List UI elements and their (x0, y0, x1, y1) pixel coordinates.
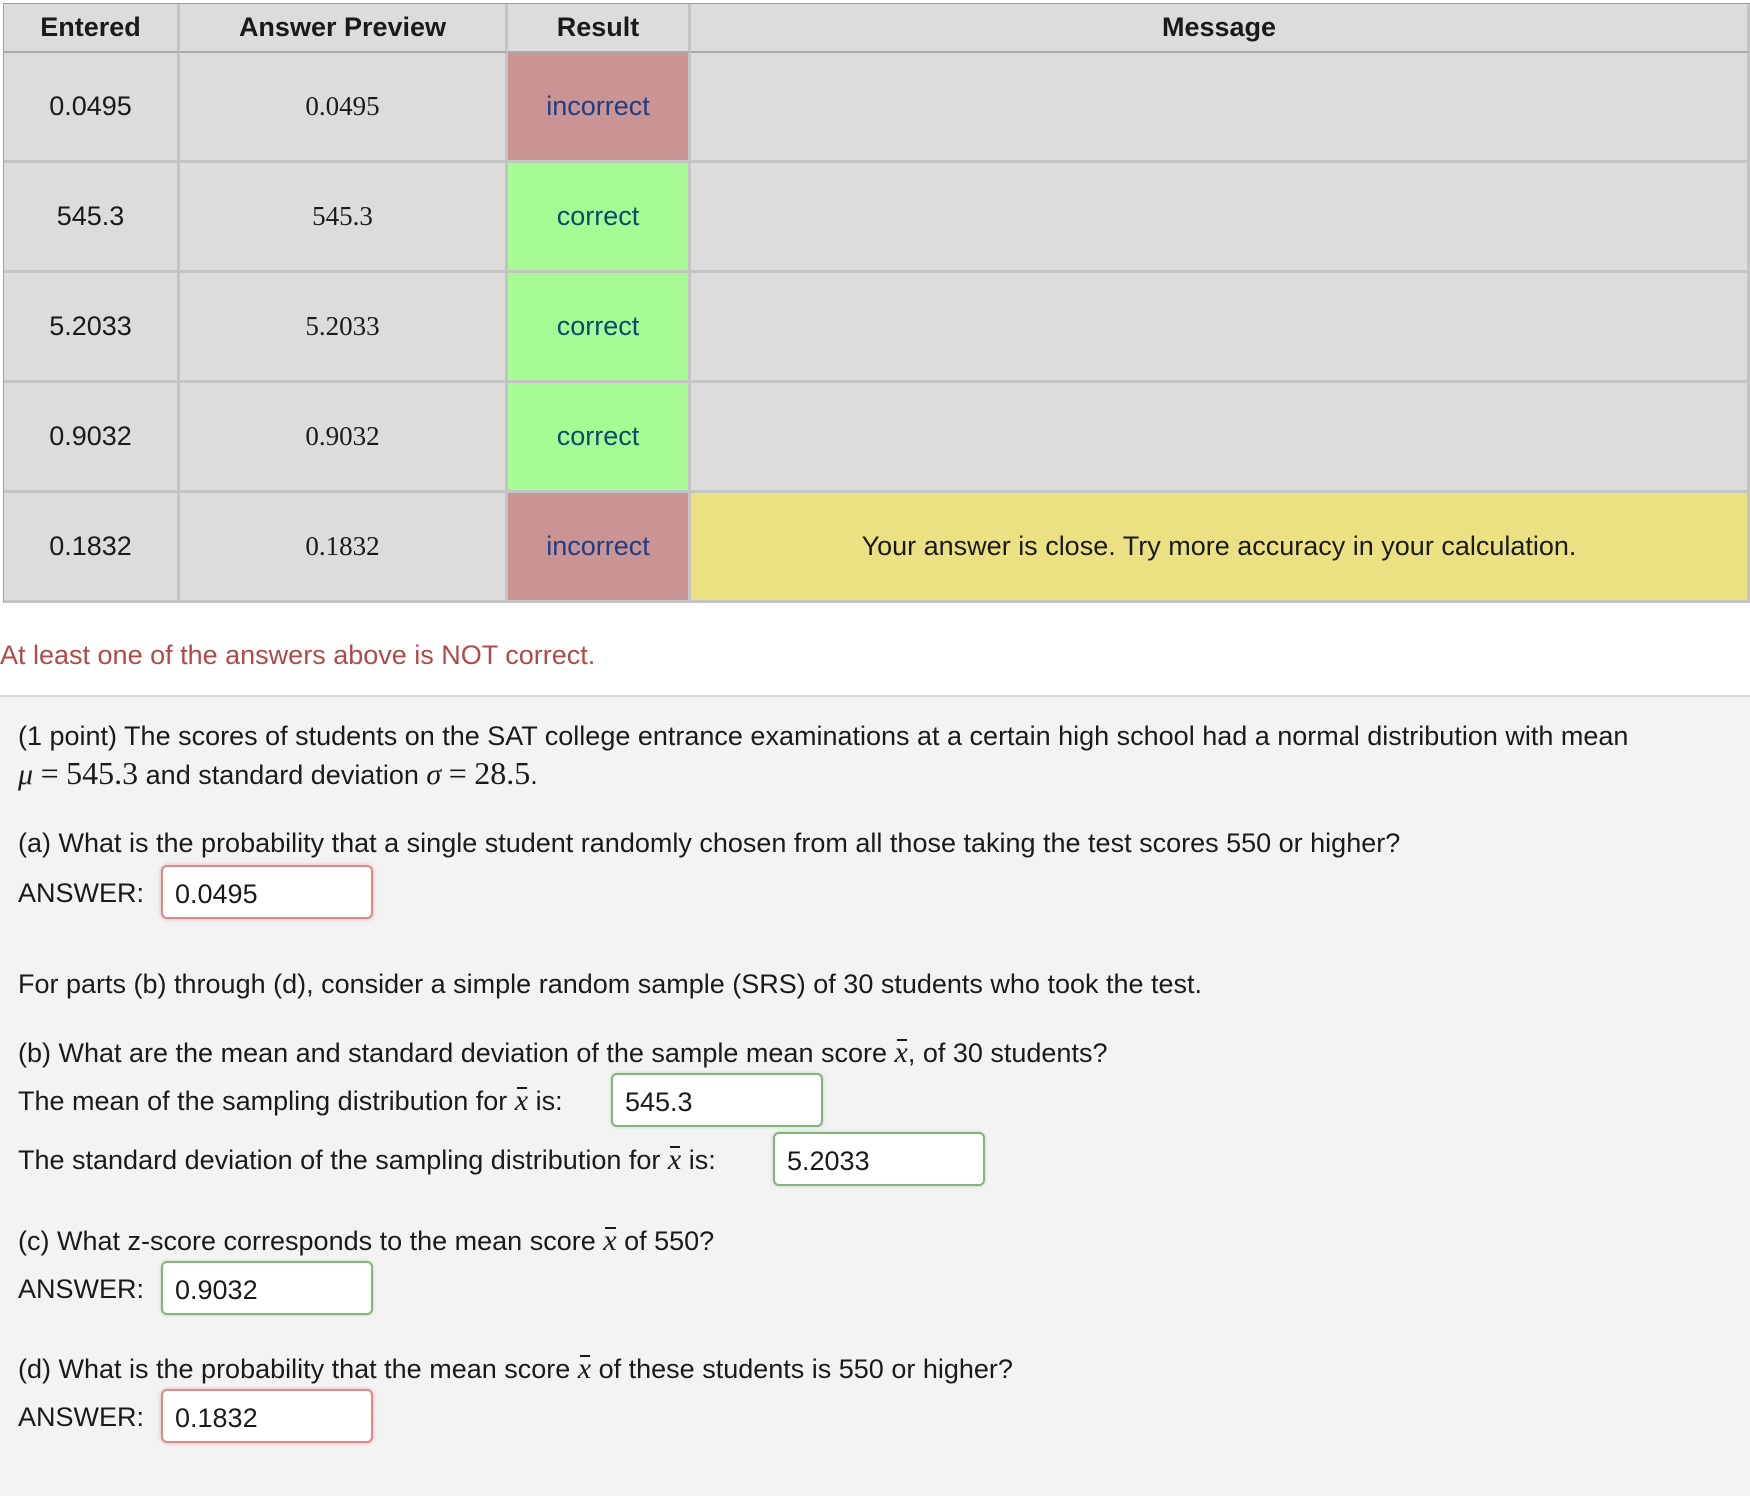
mean-label (18, 1084, 563, 1118)
message-cell (691, 273, 1750, 383)
answer-label: ANSWER: (18, 878, 145, 908)
sd-text: and standard deviation (145, 760, 419, 790)
srs-note: For parts (b) through (d), consider a simple random sample (SRS) of 30 students who took the test. (18, 969, 1203, 999)
table-row (4, 383, 1750, 493)
part-b-text-2: , of 30 students? (907, 1038, 1108, 1068)
mean-label-text-1: The mean of the sampling distribution for (18, 1086, 508, 1116)
table-row (4, 273, 1750, 383)
header-message: Message (691, 4, 1750, 53)
answer-label: ANSWER: (18, 1402, 145, 1432)
xbar-symbol: x (894, 1036, 908, 1069)
summary-message: At least one of the answers above is NOT correct. (0, 640, 596, 670)
part-c-text-2: of 550? (624, 1226, 715, 1256)
table-row (4, 163, 1750, 273)
result-cell: correct (508, 273, 691, 383)
header-result: Result (508, 4, 691, 53)
answer-a-input[interactable]: 0.0495 (161, 865, 373, 919)
xbar-symbol: x (667, 1143, 682, 1176)
preview-cell: 545.3 (180, 163, 508, 273)
results-table (3, 3, 1750, 603)
xbar-symbol: x (603, 1224, 617, 1257)
table-row (4, 493, 1750, 603)
answer-b-mean-input[interactable]: 545.3 (611, 1073, 823, 1127)
mu-symbol: μ (18, 758, 34, 791)
mu-value: 545.3 (66, 755, 139, 791)
header-entered: Entered (4, 4, 180, 53)
part-d-text-1: (d) What is the probability that the mean score (18, 1354, 571, 1384)
part-c-text-1: (c) What z-score corresponds to the mean score (18, 1226, 596, 1256)
entered-cell: 0.0495 (4, 53, 180, 163)
sd-label (18, 1143, 716, 1177)
entered-cell: 0.9032 (4, 383, 180, 493)
message-cell (691, 383, 1750, 493)
equals-sign: = (40, 755, 59, 791)
answer-c-input[interactable]: 0.9032 (161, 1261, 373, 1315)
message-cell (691, 53, 1750, 163)
result-cell: incorrect (508, 53, 691, 163)
sigma-value: 28.5 (474, 755, 531, 791)
entered-cell: 545.3 (4, 163, 180, 273)
result-cell: correct (508, 163, 691, 273)
table-row (4, 53, 1750, 163)
preview-cell: 0.1832 (180, 493, 508, 603)
part-d-text-2: of these students is 550 or higher? (598, 1354, 1013, 1384)
header-answer-preview: Answer Preview (180, 4, 508, 53)
message-cell (691, 163, 1750, 273)
part-d-question (18, 1352, 1013, 1386)
sigma-symbol: σ (426, 758, 442, 791)
result-cell: correct (508, 383, 691, 493)
results-header-row (4, 4, 1750, 53)
equals-sign: = (448, 755, 467, 791)
answer-label: ANSWER: (18, 1274, 145, 1304)
problem-panel (0, 695, 1750, 1496)
preview-cell: 0.9032 (180, 383, 508, 493)
problem-parameters (18, 755, 538, 792)
sd-label-text-1: The standard deviation of the sampling distribution for (18, 1145, 661, 1175)
part-b-text-1: (b) What are the mean and standard deviation of the sample mean score (18, 1038, 887, 1068)
result-cell: incorrect (508, 493, 691, 603)
preview-cell: 0.0495 (180, 53, 508, 163)
answer-b-sd-input[interactable]: 5.2033 (773, 1132, 985, 1186)
xbar-symbol: x (577, 1352, 592, 1385)
mean-label-text-2: is: (535, 1086, 563, 1116)
entered-cell: 0.1832 (4, 493, 180, 603)
xbar-symbol: x (514, 1084, 529, 1117)
entered-cell: 5.2033 (4, 273, 180, 383)
part-b-question (18, 1036, 1107, 1070)
part-c-question (18, 1224, 714, 1258)
part-a-question: (a) What is the probability that a single student randomly chosen from all those taking the test scores 550 or higher? (18, 828, 1401, 858)
period: . (530, 760, 538, 790)
preview-cell: 5.2033 (180, 273, 508, 383)
problem-intro: (1 point) The scores of students on the SAT college entrance examinations at a certain high school had a normal distribution with mean (18, 721, 1629, 751)
answer-d-input[interactable]: 0.1832 (161, 1389, 373, 1443)
message-cell: Your answer is close. Try more accuracy in your calculation. (691, 493, 1750, 603)
sd-label-text-2: is: (688, 1145, 716, 1175)
